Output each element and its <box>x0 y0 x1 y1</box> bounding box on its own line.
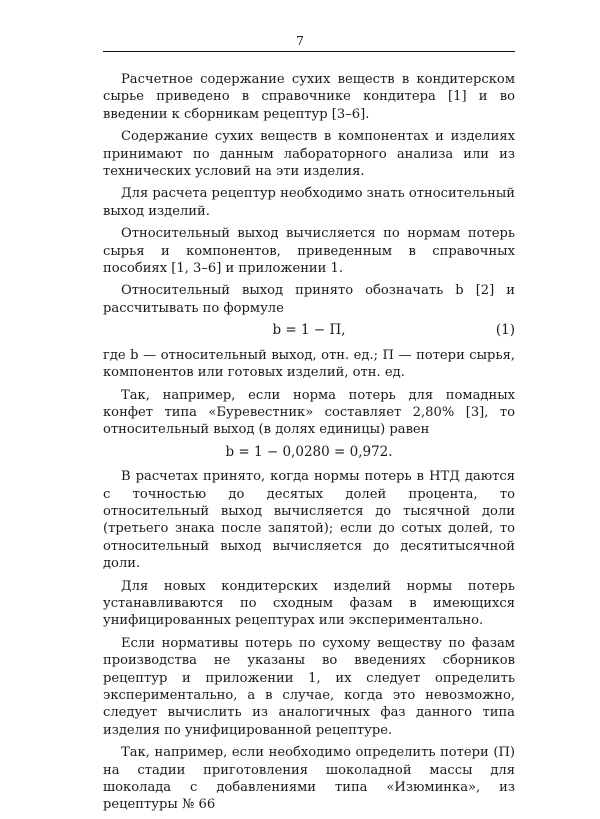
paragraph-components: Содержание сухих веществ в компонентах и изделиях принимают по данным лабораторного анализа или из технических условий на эти изделия. <box>103 129 515 180</box>
header-rule <box>103 51 515 52</box>
paragraph-recipe-calc: Для расчета рецептур необходимо знать относительный выход изделий. <box>103 186 515 219</box>
paragraph-precision: В расчетах принято, когда нормы потерь в НТД даются с точностью до десятых долей процента, то относительный выход вычисляется до тысячной доли (третьего знака после запятой); если до сотых долей, то относительный выход вычисляется до десятитысячной доли. <box>103 469 515 572</box>
paragraph-chocolate-example: Так, например, если необходимо определить потери (П) на стадии приготовления шоколадной массы для шоколада с добавлениями типа «Изюминка», из рецептуры № 66 <box>103 745 515 813</box>
formula-2-text: b = 1 − 0,0280 = 0,972. <box>225 443 393 460</box>
paragraph-dry-matter: Расчетное содержание сухих веществ в кондитерском сырье приведено в справочнике кондитера [1] и во введении к сборникам рецептур [3–6]. <box>103 72 515 122</box>
paragraph-norms: Если нормативы потерь по сухому веществу по фазам производства не указаны во введениях сборников рецептур и приложении 1, их следует определить экспериментально, а в случае, когда это невозможно, следует вычислить из аналогичных фаз данного типа изделия по унифицированной рецептуре. <box>103 635 515 738</box>
paragraph-example: Так, например, если норма потерь для помадных конфет типа «Буревестник» составляет 2,80% [3], то относительный выход (в долях единицы) равен <box>103 387 515 438</box>
formula-1-text: b = 1 − П, <box>272 322 346 339</box>
page-number: 7 <box>296 33 304 48</box>
paragraph-where: где b — относительный выход, отн. ед.; П — потери сырья, компонентов или готовых изделий, отн. ед. <box>103 347 515 381</box>
formula-2 <box>103 444 515 461</box>
paragraph-relative-yield: Относительный выход вычисляется по нормам потерь сырья и компонентов, приведенным в справочных пособиях [1, 3–6] и приложении 1. <box>103 226 515 277</box>
formula-1-number: (1) <box>495 322 515 339</box>
paragraph-new-products: Для новых кондитерских изделий нормы потерь устанавливаются по сходным фазам в имеющихся унифицированных рецептурах или экспериментально. <box>103 578 515 629</box>
formula-1 <box>103 322 515 339</box>
page-body <box>103 71 515 819</box>
paragraph-notation: Относительный выход принято обозначать b [2] и рассчитывать по формуле <box>103 283 515 316</box>
